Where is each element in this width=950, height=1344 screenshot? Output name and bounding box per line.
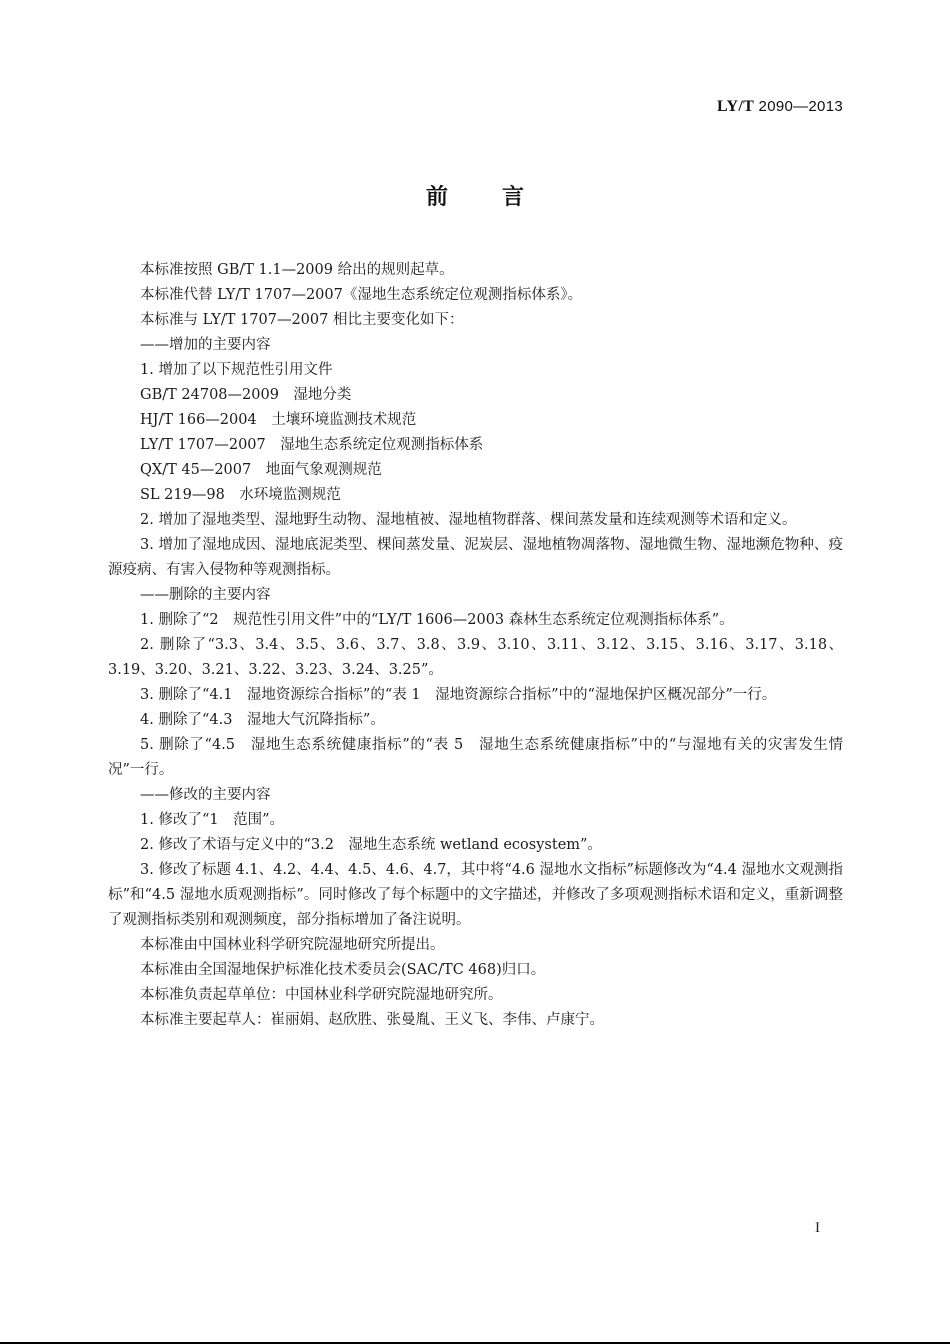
paragraph: 3. 修改了标题 4.1、4.2、4.4、4.5、4.6、4.7，其中将“4.6 湿地水文指标”标题修改为“4.4 湿地水文观测指标”和“4.5 湿地水质观测指标”。同时修改了每个标题中的文字描述，并修改了多项观测指标术语和定义，重新调整了观测指标类别和观测频度，部分指标增加了备注说明。 — [108, 862, 843, 928]
section-heading-deleted: ——删除的主要内容 — [140, 587, 271, 603]
paragraph: 2. 增加了湿地类型、湿地野生动物、湿地植被、湿地植物群落、棵间蒸发量和连续观测等术语和定义。 — [140, 512, 797, 528]
standard-number: 2090—2013 — [758, 98, 843, 115]
paragraph: 4. 删除了“4.3 湿地大气沉降指标”。 — [140, 712, 385, 728]
reference-item: LY/T 1707—2007 湿地生态系统定位观测指标体系 — [140, 437, 484, 453]
paragraph: 1. 增加了以下规范性引用文件 — [140, 362, 333, 378]
reference-item: HJ/T 166—2004 土壤环境监测技术规范 — [140, 412, 417, 428]
standard-prefix: LY/T — [717, 98, 755, 115]
standard-code-header — [717, 98, 843, 116]
paragraph: 1. 删除了“2 规范性引用文件”中的“LY/T 1606—2003 森林生态系统定位观测指标体系”。 — [140, 612, 734, 628]
paragraph: 2. 删除了“3.3、3.4、3.5、3.6、3.7、3.8、3.9、3.10、3.11、3.12、3.15、3.16、3.17、3.18、3.19、3.20、3.21、3.22、3.23、3.24、3.25”。 — [108, 637, 843, 678]
section-heading-added: ——增加的主要内容 — [140, 337, 271, 353]
foreword-body — [108, 258, 843, 1033]
reference-item: SL 219—98 水环境监测规范 — [140, 487, 341, 503]
paragraph: 本标准与 LY/T 1707—2007 相比主要变化如下： — [140, 312, 464, 328]
paragraph: 3. 增加了湿地成因、湿地底泥类型、棵间蒸发量、泥炭层、湿地植物凋落物、湿地微生物、湿地濒危物种、疫源疫病、有害入侵物种等观测指标。 — [108, 537, 843, 578]
paragraph: 本标准由全国湿地保护标准化技术委员会(SAC/TC 468)归口。 — [140, 962, 546, 978]
section-heading-modified: ——修改的主要内容 — [140, 787, 271, 803]
paragraph: 本标准主要起草人：崔丽娟、赵欣胜、张曼胤、王义飞、李伟、卢康宁。 — [140, 1012, 604, 1028]
paragraph: 2. 修改了术语与定义中的“3.2 湿地生态系统 wetland ecosystem”。 — [140, 837, 602, 853]
page-number: I — [815, 1220, 820, 1236]
paragraph: 5. 删除了“4.5 湿地生态系统健康指标”的“表 5 湿地生态系统健康指标”中的“与湿地有关的灾害发生情况”一行。 — [108, 737, 843, 778]
paragraph: 1. 修改了“1 范围”。 — [140, 812, 284, 828]
paragraph: 3. 删除了“4.1 湿地资源综合指标”的“表 1 湿地资源综合指标”中的“湿地保护区概况部分”一行。 — [140, 687, 777, 703]
paragraph: 本标准由中国林业科学研究院湿地研究所提出。 — [140, 937, 445, 953]
paragraph: 本标准负责起草单位：中国林业科学研究院湿地研究所。 — [140, 987, 503, 1003]
reference-item: QX/T 45—2007 地面气象观测规范 — [140, 462, 382, 478]
paragraph: 本标准代替 LY/T 1707—2007《湿地生态系统定位观测指标体系》。 — [140, 287, 583, 303]
paragraph: 本标准按照 GB/T 1.1—2009 给出的规则起草。 — [140, 262, 454, 278]
page-title: 前言 — [425, 185, 578, 210]
reference-item: GB/T 24708—2009 湿地分类 — [140, 387, 352, 403]
